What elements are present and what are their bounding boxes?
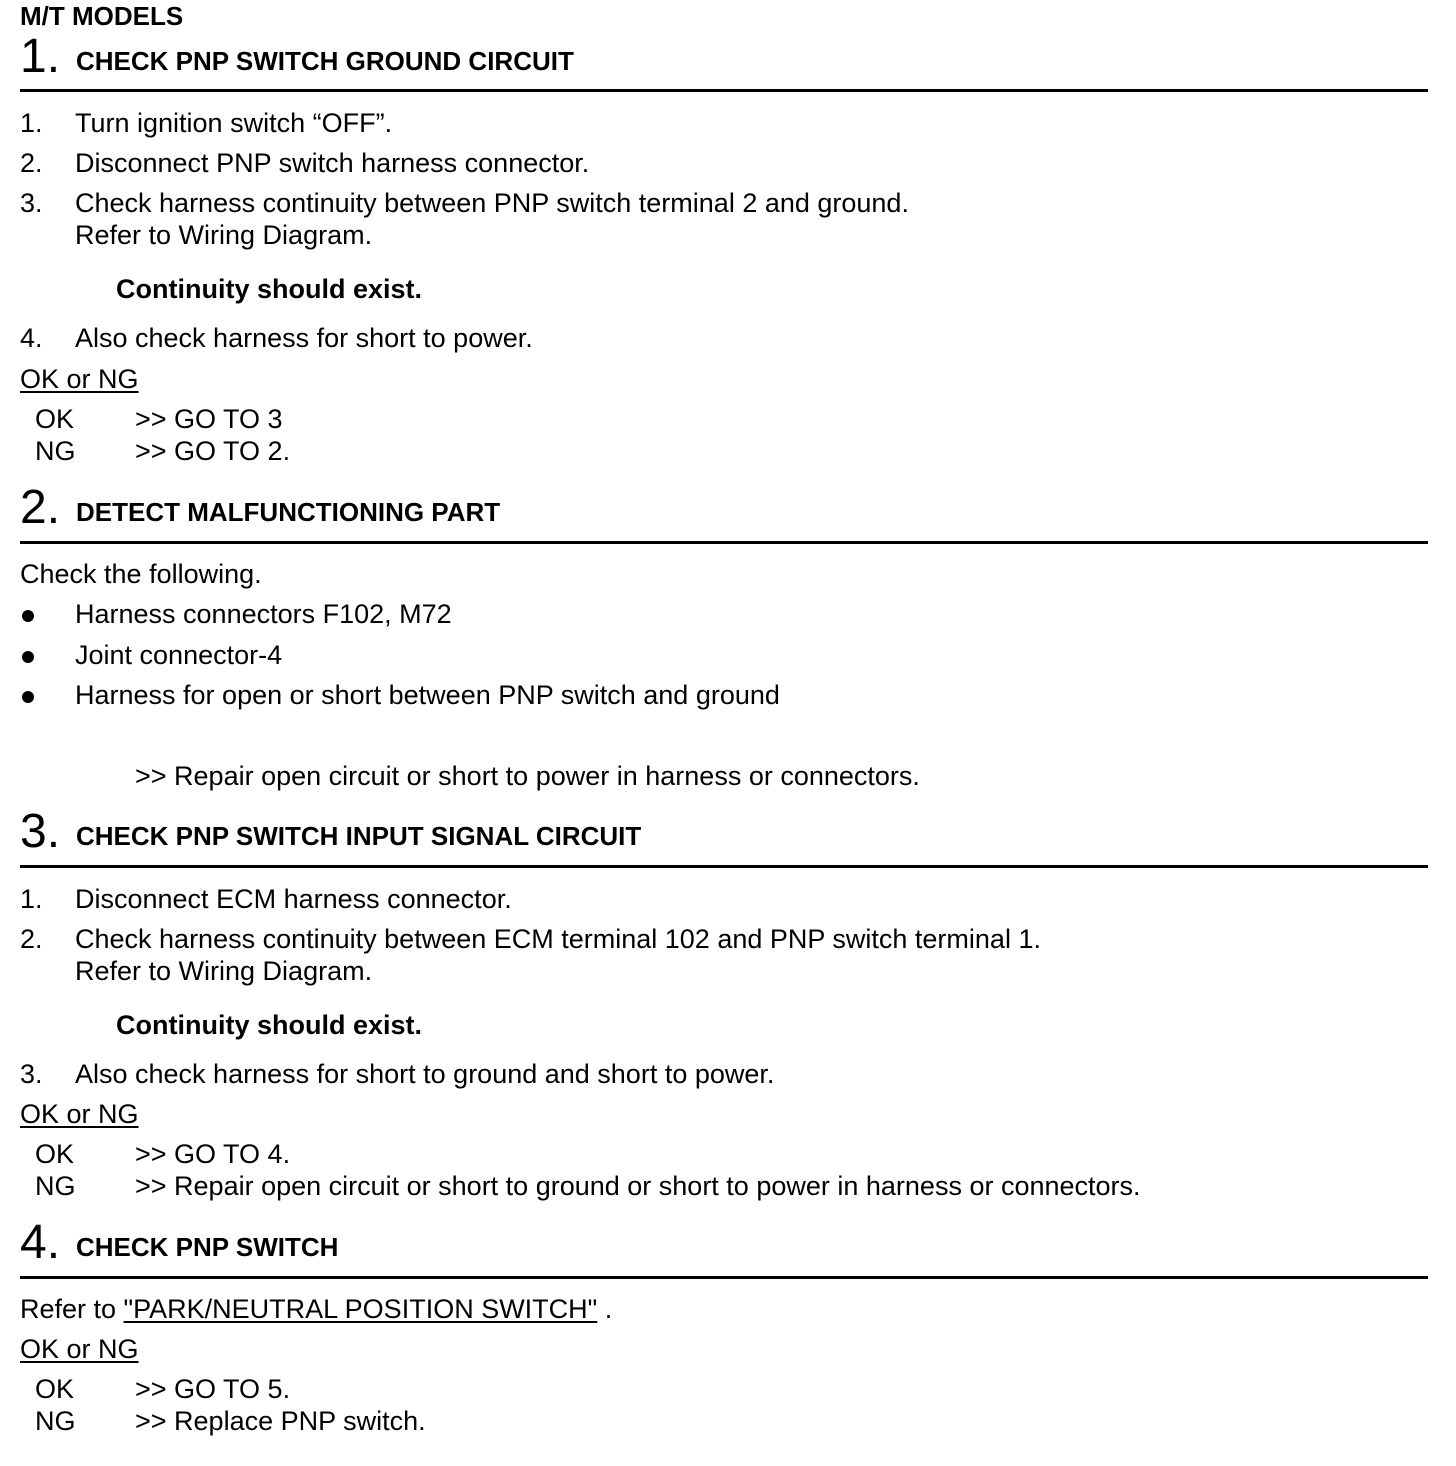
- item-number: 4.: [20, 323, 43, 353]
- item-text: Check harness continuity between ECM terminal 102 and PNP switch terminal 1.: [75, 924, 1041, 954]
- ok-ng-label: OK or NG: [20, 1099, 139, 1129]
- spec-text: Continuity should exist.: [116, 1010, 423, 1040]
- section-divider: [20, 1276, 1428, 1279]
- refer-suffix: .: [597, 1294, 613, 1324]
- refer-prefix: Refer to: [20, 1294, 124, 1324]
- bullet-icon: [22, 691, 34, 703]
- item-text: Disconnect ECM harness connector.: [75, 884, 512, 914]
- result-ng-action: >> Replace PNP switch.: [135, 1406, 426, 1436]
- item-number: 1.: [20, 108, 43, 138]
- result-ok-label: OK: [35, 1374, 75, 1404]
- bullet-icon: [22, 610, 34, 622]
- section-divider: [20, 865, 1428, 868]
- model-header: M/T MODELS: [20, 1, 184, 31]
- item-number: 2.: [20, 148, 43, 178]
- result-ok-action: >> GO TO 3: [135, 404, 283, 434]
- result-ng-action: >> GO TO 2.: [135, 436, 291, 466]
- ok-ng-label: OK or NG: [20, 364, 139, 394]
- step-title: CHECK PNP SWITCH GROUND CIRCUIT: [76, 46, 574, 76]
- ok-ng-label: OK or NG: [20, 1334, 139, 1364]
- result-ok-label: OK: [35, 1139, 75, 1169]
- item-text: Turn ignition switch “OFF”.: [75, 108, 393, 138]
- action-text: >> Repair open circuit or short to power in harness or connectors.: [135, 761, 920, 791]
- intro-text: Check the following.: [20, 559, 262, 589]
- step-number: 4.: [20, 1216, 61, 1269]
- step-number: 1.: [20, 30, 61, 83]
- step-title: CHECK PNP SWITCH: [76, 1232, 339, 1262]
- item-text: Also check harness for short to ground and short to power.: [75, 1059, 775, 1089]
- item-text: Also check harness for short to power.: [75, 323, 533, 353]
- refer-line: [20, 1296, 612, 1323]
- result-ng-action: >> Repair open circuit or short to ground or short to power in harness or connectors.: [135, 1171, 1141, 1201]
- item-subtext: Refer to Wiring Diagram.: [75, 220, 373, 250]
- park-neutral-switch-link[interactable]: "PARK/NEUTRAL POSITION SWITCH": [123, 1294, 598, 1324]
- bullet-icon: [22, 651, 34, 663]
- result-ng-label: NG: [35, 1406, 76, 1436]
- section-divider: [20, 541, 1428, 544]
- item-number: 2.: [20, 924, 43, 954]
- bullet-item: Harness for open or short between PNP switch and ground: [75, 680, 780, 710]
- bullet-item: Joint connector-4: [75, 640, 283, 670]
- section-divider: [20, 89, 1428, 92]
- item-number: 1.: [20, 884, 43, 914]
- item-text: Check harness continuity between PNP switch terminal 2 and ground.: [75, 188, 909, 218]
- item-number: 3.: [20, 1059, 43, 1089]
- item-subtext: Refer to Wiring Diagram.: [75, 956, 373, 986]
- item-text: Disconnect PNP switch harness connector.: [75, 148, 590, 178]
- step-number: 3.: [20, 805, 61, 858]
- result-ng-label: NG: [35, 436, 76, 466]
- bullet-item: Harness connectors F102, M72: [75, 599, 452, 629]
- item-number: 3.: [20, 188, 43, 218]
- step-number: 2.: [20, 481, 61, 534]
- step-title: DETECT MALFUNCTIONING PART: [76, 497, 501, 527]
- spec-text: Continuity should exist.: [116, 274, 423, 304]
- result-ok-action: >> GO TO 4.: [135, 1139, 291, 1169]
- result-ok-label: OK: [35, 404, 75, 434]
- result-ng-label: NG: [35, 1171, 76, 1201]
- step-title: CHECK PNP SWITCH INPUT SIGNAL CIRCUIT: [76, 821, 642, 851]
- result-ok-action: >> GO TO 5.: [135, 1374, 291, 1404]
